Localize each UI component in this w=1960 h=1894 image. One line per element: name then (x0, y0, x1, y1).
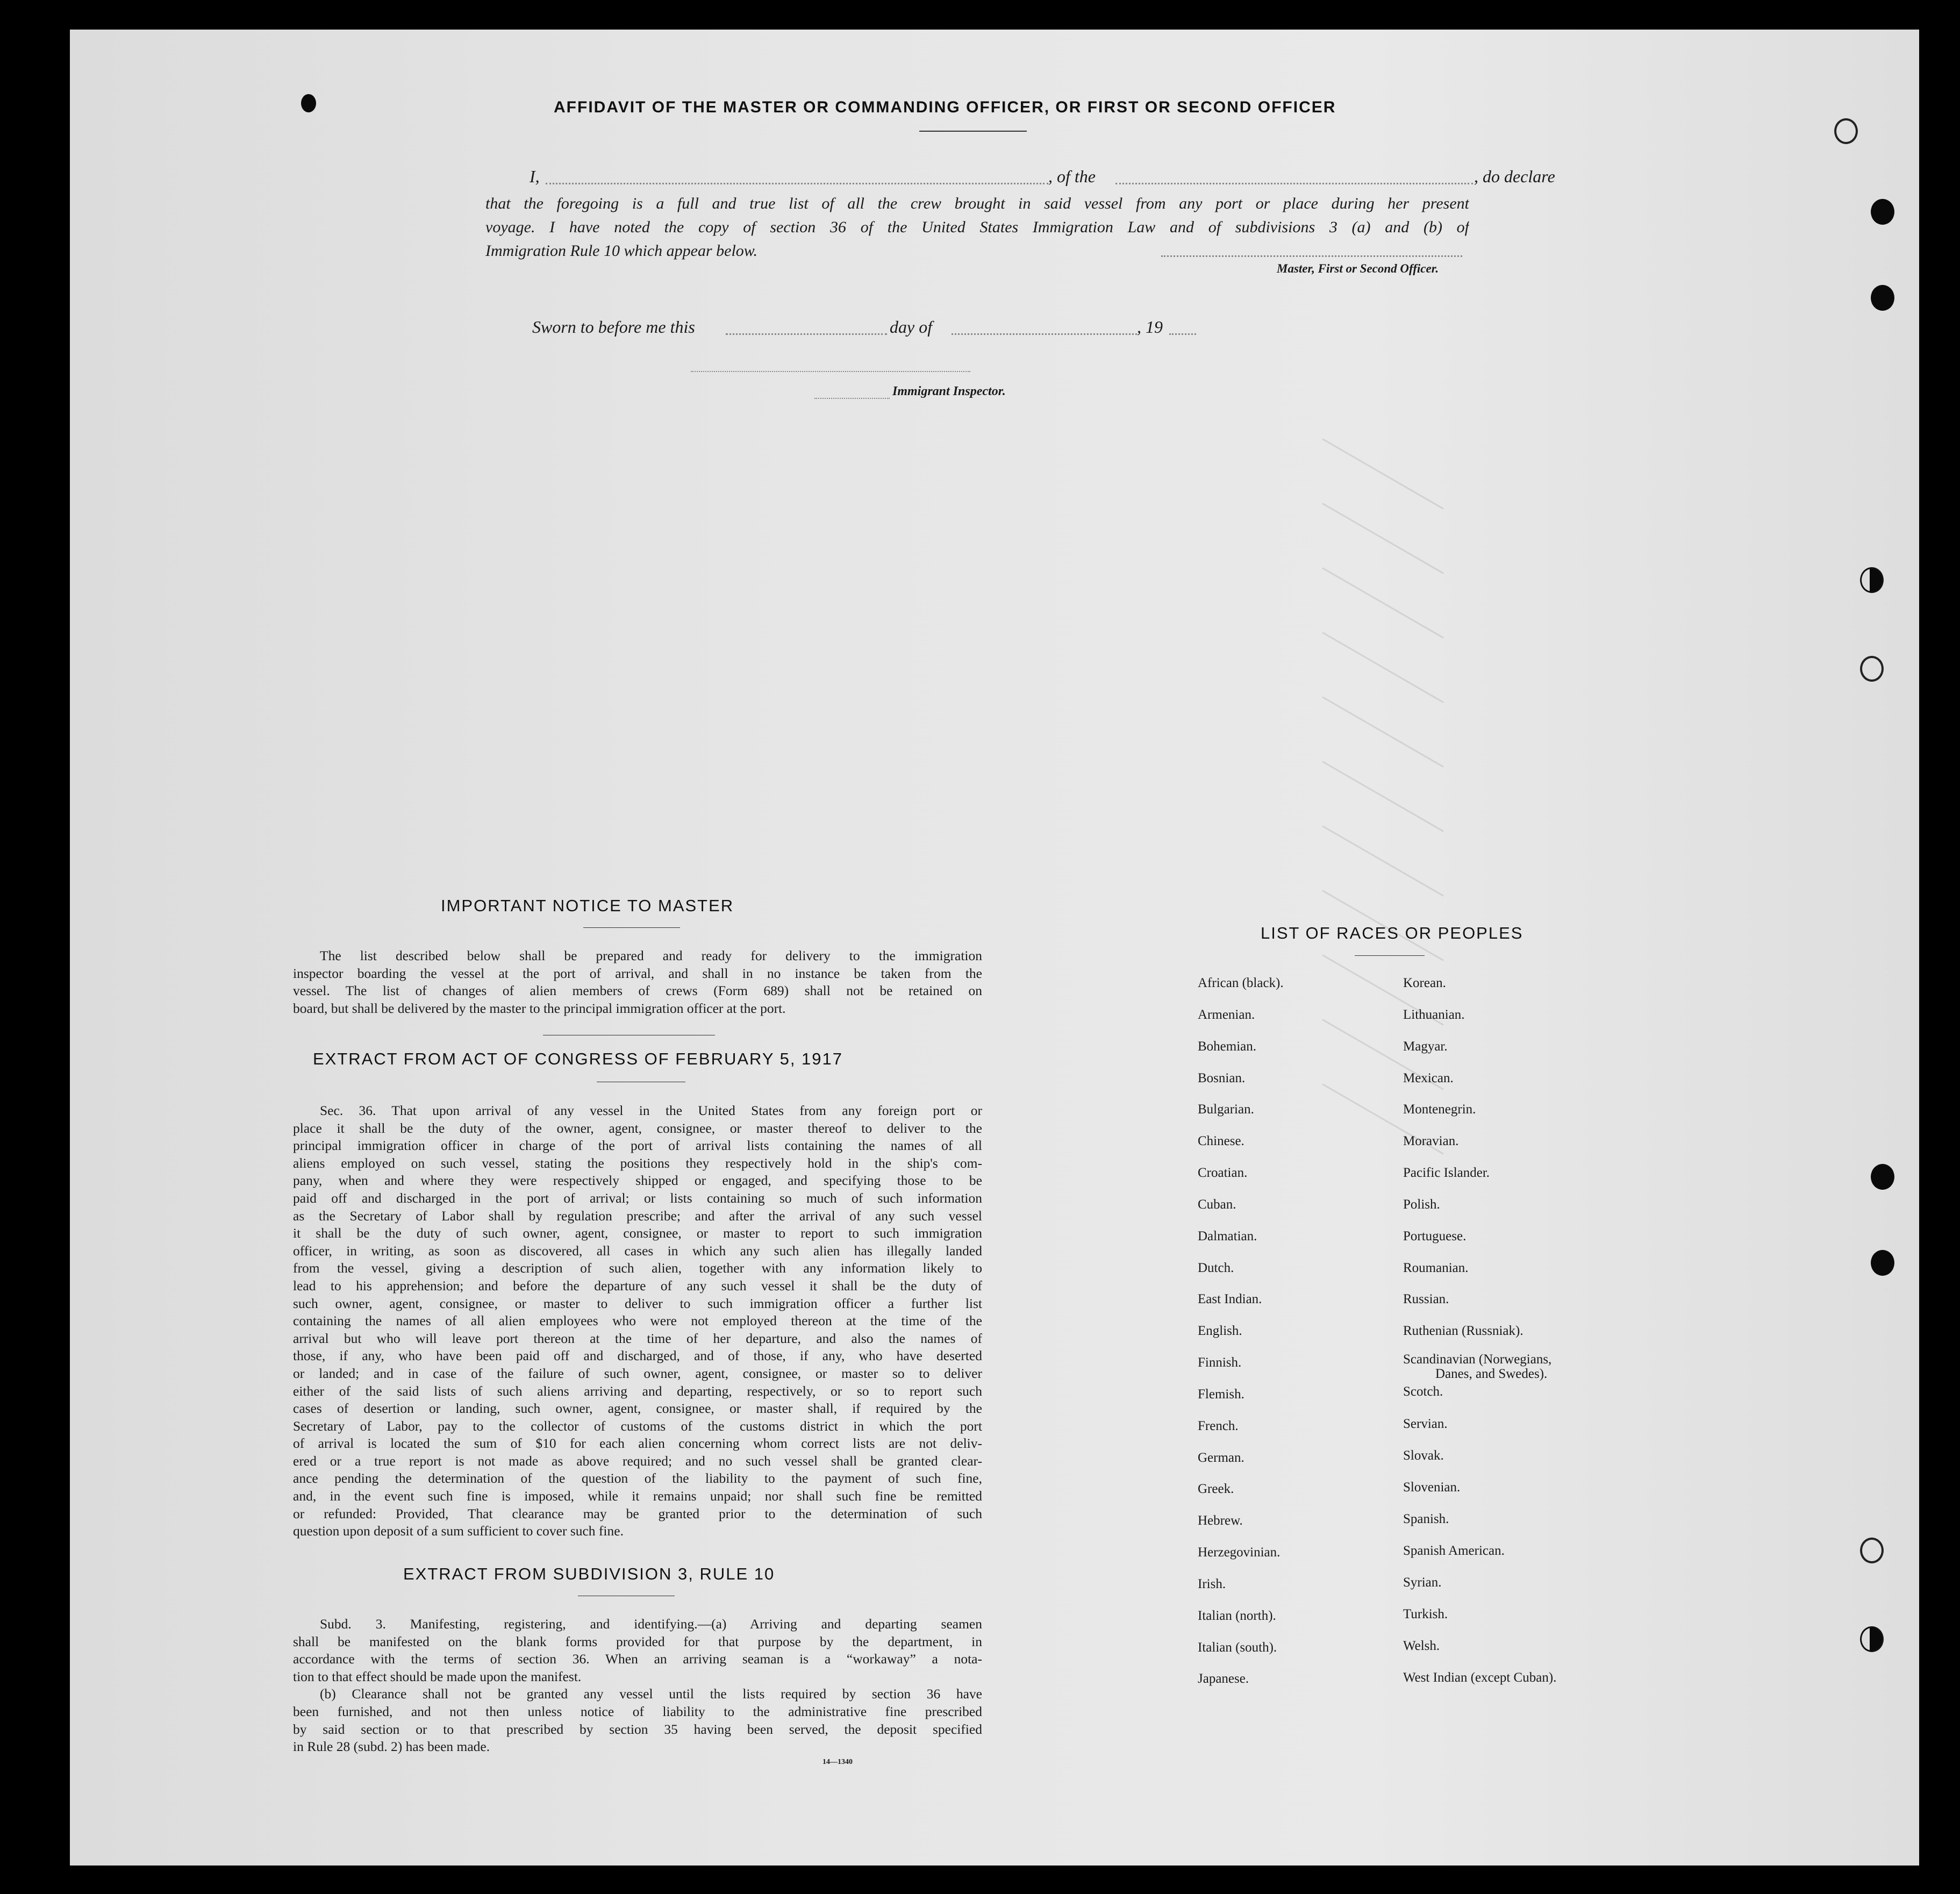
act-line: of arrival is located the sum of $10 for each alien concerning whom correct lists are not deliv- (293, 1435, 982, 1452)
rule-line: accordance with the terms of section 36. When an arriving seaman is a “workaway” a nota- (293, 1651, 982, 1667)
sworn-year-blank[interactable] (1169, 333, 1196, 335)
act-line: or refunded: Provided, That clearance may be granted prior to the determination of such (293, 1505, 982, 1521)
race-item: Dutch. (1198, 1261, 1234, 1275)
race-item: English. (1198, 1324, 1242, 1338)
inspector-label: Immigrant Inspector. (892, 384, 1006, 398)
act-line: cases of desertion or landing, such owner, agent, consignee, or master shall, if required by the (293, 1400, 982, 1417)
race-item: Portuguese. (1403, 1229, 1467, 1243)
rule-line: shall be manifested on the blank forms provided for that purpose by the department, in (293, 1633, 982, 1649)
notice-title-rule (583, 927, 680, 928)
affidavit-title-rule (919, 131, 1027, 132)
race-item: Pacific Islander. (1403, 1166, 1490, 1180)
declare-end-label: , do declare (1474, 167, 1555, 186)
vessel-blank[interactable] (1115, 183, 1473, 184)
race-item: Scotch. (1403, 1384, 1443, 1399)
race-item: Spanish American. (1403, 1543, 1505, 1558)
statement-line: Immigration Rule 10 which appear below. (485, 242, 758, 260)
master-signature-blank[interactable] (1161, 255, 1462, 257)
act-line: ered or a true report is not made as above required; and no such vessel shall be granted clear- (293, 1453, 982, 1469)
race-item: Italian (south). (1198, 1640, 1277, 1655)
inspector-signature-blank[interactable] (691, 371, 970, 372)
act-line: paid off and discharged in the port of arrival; or lists containing so much of such information (293, 1190, 982, 1206)
inspector-signature-blank-2[interactable] (814, 398, 890, 399)
act-line: it shall be the duty of such owner, agent, consignee, or master to report to such immigration (293, 1225, 982, 1241)
race-item: Korean. (1403, 976, 1446, 990)
race-item: Greek. (1198, 1482, 1234, 1496)
affidavit-title: AFFIDAVIT OF THE MASTER OR COMMANDING OFFICER, OR FIRST OR SECOND OFFICER (554, 98, 1336, 116)
act-line: question upon deposit of a sum sufficient to cover such fine. (293, 1523, 624, 1539)
act-line: ance pending the determination of the question of the liability to the payment of such fine, (293, 1470, 982, 1486)
act-line: either of the said lists of such aliens arriving and departing, respectively, or so to report such (293, 1383, 982, 1399)
act-line: place it shall be the duty of the owner, agent, consignee, or master thereof to deliver to the (293, 1120, 982, 1136)
act-line: Sec. 36. That upon arrival of any vessel in the United States from any foreign port or (320, 1103, 982, 1118)
race-item: Magyar. (1403, 1039, 1448, 1054)
act-line: or landed; and in case of the failure of such owner, agent, consignee, or master so to deliver (293, 1365, 982, 1381)
race-item: Herzegovinian. (1198, 1545, 1281, 1560)
race-item: Bosnian. (1198, 1071, 1246, 1085)
affidavit-statement (485, 192, 1469, 263)
race-item: Dalmatian. (1198, 1229, 1257, 1243)
race-item: Japanese. (1198, 1671, 1249, 1686)
race-item: Flemish. (1198, 1387, 1244, 1402)
act-line: pany, when and where they were respectively shipped or engaged, and specifying those to be (293, 1173, 982, 1189)
sworn-date-blank[interactable] (726, 333, 887, 335)
race-item: Welsh. (1403, 1639, 1440, 1653)
race-item: Mexican. (1403, 1071, 1454, 1085)
race-item: Montenegrin. (1403, 1102, 1476, 1117)
rule-line: tion to that effect should be made upon the manifest. (293, 1668, 582, 1684)
act-line: as the Secretary of Labor shall by regulation prescribe; and after the arrival of any such vessel (293, 1207, 982, 1224)
act-line: lead to his apprehension; and before the departure of any such vessel it shall be the duty of (293, 1277, 982, 1293)
race-item: Russian. (1403, 1292, 1449, 1306)
race-item: Spanish. (1403, 1512, 1449, 1526)
declare-i-label: I, (530, 167, 540, 186)
act-line: and, in the event such fine is imposed, while it remains unpaid; nor shall such fine be remitted (293, 1488, 982, 1504)
notice-title: IMPORTANT NOTICE TO MASTER (441, 896, 734, 915)
act-line: principal immigration officer in charge of the port of arrival lists containing the names of all (293, 1138, 982, 1154)
race-item: Bohemian. (1198, 1039, 1257, 1054)
punch-hole (1871, 1164, 1894, 1190)
race-item: African (black). (1198, 976, 1284, 990)
act-line: arrival but who will leave port thereon at the time of her departure, and also the names of (293, 1330, 982, 1346)
race-item: French. (1198, 1419, 1239, 1433)
act-line: such owner, agent, consignee, or master to deliver to such immigration officer a further list (293, 1295, 982, 1311)
sworn-year-label: , 19 (1137, 317, 1163, 337)
race-item: German. (1198, 1450, 1244, 1465)
day-of-label: day of (890, 317, 933, 337)
rule-line: in Rule 28 (subd. 2) has been made. (293, 1739, 490, 1755)
notice-line: vessel. The list of changes of alien members of crews (Form 689) shall not be retained on (293, 983, 982, 999)
master-signature-label: Master, First or Second Officer. (1277, 262, 1439, 275)
race-item: Roumanian. (1403, 1261, 1469, 1275)
race-item: Cuban. (1198, 1197, 1236, 1212)
race-item: Italian (north). (1198, 1609, 1276, 1623)
race-item: Ruthenian (Russniak). (1403, 1324, 1523, 1338)
act-line: those, if any, who have been paid off and discharged, and of those, if any, who have deserted (293, 1348, 982, 1364)
notice-body (293, 947, 982, 1017)
race-item: West Indian (except Cuban). (1403, 1670, 1557, 1685)
notice-line: The list described below shall be prepared and ready for delivery to the immigration (320, 948, 982, 963)
punch-hole (1871, 1250, 1894, 1276)
race-item: Slovenian. (1403, 1480, 1461, 1495)
act-line: officer, in writing, as soon as discovered, all cases in which any such alien has illegally landed (293, 1242, 982, 1259)
act-line: Secretary of Labor, pay to the collector of customs of the customs district in which the port (293, 1418, 982, 1434)
act-title: EXTRACT FROM ACT OF CONGRESS OF FEBRUARY 5, 1917 (313, 1049, 843, 1068)
act-body (293, 1102, 982, 1540)
race-item: Hebrew. (1198, 1513, 1243, 1528)
act-line: containing the names of all alien employees who were not employed thereon at the time of the (293, 1313, 982, 1329)
race-item: Moravian. (1403, 1134, 1459, 1148)
race-item: Polish. (1403, 1197, 1440, 1212)
rule-line: by said section or to that prescribed by section 35 having been served, the deposit specified (293, 1721, 982, 1737)
name-blank[interactable] (546, 183, 1048, 184)
rule-line: (b) Clearance shall not be granted any vessel until the lists required by section 36 have (320, 1686, 982, 1702)
race-item: Danes, and Swedes). (1435, 1367, 1548, 1381)
notice-line: inspector boarding the vessel at the port of arrival, and shall in no instance be taken from the (293, 965, 982, 981)
race-item: Slovak. (1403, 1448, 1444, 1463)
notice-line: board, but shall be delivered by the master to the principal immigration officer at the port. (293, 1000, 786, 1016)
rule-line: Subd. 3. Manifesting, registering, and identifying.—(a) Arriving and departing seamen (320, 1616, 982, 1632)
race-item: Servian. (1403, 1417, 1448, 1431)
sworn-month-blank[interactable] (952, 333, 1137, 335)
punch-hole (1860, 1626, 1884, 1652)
punch-hole (1871, 285, 1894, 311)
punch-hole (1871, 199, 1894, 225)
rule-title: EXTRACT FROM SUBDIVISION 3, RULE 10 (403, 1564, 775, 1583)
punch-hole (1860, 567, 1884, 593)
punch-hole (1860, 1538, 1884, 1563)
race-item: Syrian. (1403, 1575, 1442, 1590)
race-item: Bulgarian. (1198, 1102, 1254, 1117)
race-item: Turkish. (1403, 1607, 1448, 1621)
races-title: LIST OF RACES OR PEOPLES (1261, 924, 1523, 942)
sworn-label: Sworn to before me this (532, 317, 695, 337)
race-item: Armenian. (1198, 1007, 1255, 1022)
punch-hole (301, 94, 316, 112)
race-item: Finnish. (1198, 1355, 1242, 1370)
act-line: aliens employed on such vessel, stating the positions they respectively hold in the ship's com- (293, 1155, 982, 1171)
bleed-through-text (371, 110, 377, 137)
form-number: 14—1340 (822, 1758, 853, 1766)
race-item: Irish. (1198, 1577, 1226, 1591)
document-page (70, 30, 1919, 1866)
rule-body (293, 1616, 982, 1756)
rule-line: been furnished, and not then unless notice of liability to the administrative fine prescribed (293, 1703, 982, 1719)
act-line: from the vessel, giving a description of such alien, together with any information likely to (293, 1260, 982, 1276)
punch-hole (1834, 118, 1858, 144)
punch-hole (1860, 656, 1884, 682)
statement-line: voyage. I have noted the copy of section 36 of the United States Immigration Law and of subdivisions 3 (a) and (b) of (485, 218, 1469, 236)
race-item: Scandinavian (Norwegians, (1403, 1352, 1552, 1367)
race-item: East Indian. (1198, 1292, 1262, 1306)
race-item: Chinese. (1198, 1134, 1244, 1148)
statement-line: that the foregoing is a full and true list of all the crew brought in said vessel from any port or place during her present (485, 195, 1469, 212)
race-item: Croatian. (1198, 1166, 1248, 1180)
race-item: Lithuanian. (1403, 1007, 1465, 1022)
declare-of-the-label: , of the (1048, 167, 1096, 186)
races-title-rule (1355, 955, 1425, 956)
